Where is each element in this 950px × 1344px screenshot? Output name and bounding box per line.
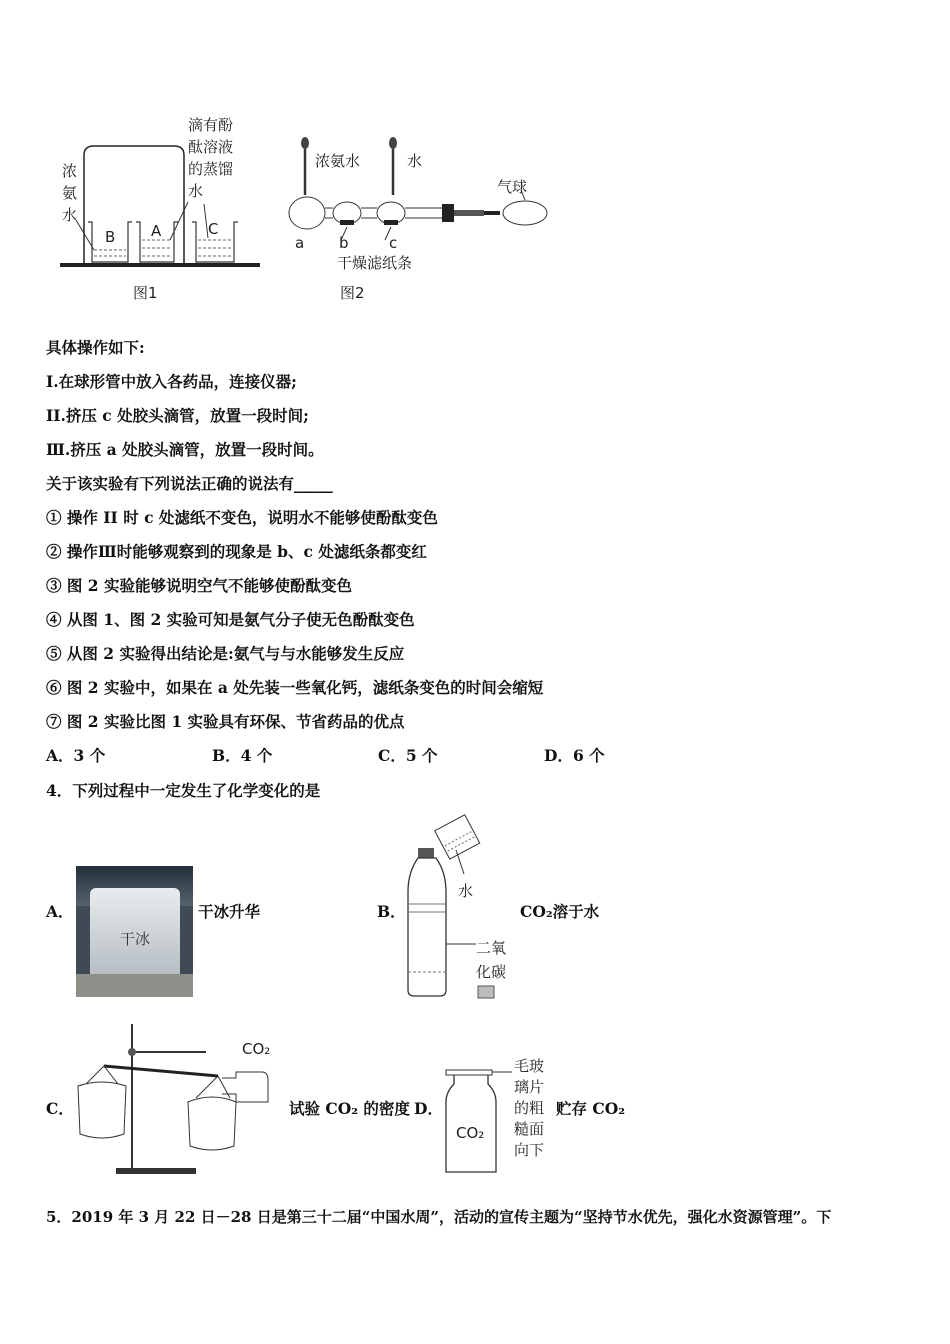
q3-option-a[interactable]: A．3 个	[46, 746, 106, 765]
statement-7: ⑦ 图 2 实验比图 1 实验具有环保、节省药品的优点	[46, 712, 405, 731]
q4-option-d-letter[interactable]: D．	[414, 1099, 443, 1118]
gas-jar-co2-label: CO₂	[456, 1124, 485, 1142]
statement-5: ⑤ 从图 2 实验得出结论是:氨气与与水能够发生反应	[46, 644, 405, 663]
balance-figure	[72, 1022, 286, 1178]
figure-1	[58, 110, 268, 310]
q4-option-b-letter[interactable]: B．	[377, 902, 406, 921]
q4-option-c-letter[interactable]: C．	[46, 1099, 74, 1118]
gas-jar-figure	[440, 1052, 560, 1177]
figure-2-caption: 图2	[340, 284, 365, 302]
phenolphthalein-water-label: 滴有酚 酞溶液 的蒸馏 水	[188, 116, 234, 200]
question-prompt: 关于该实验有下列说法正确的说法有_____	[46, 474, 333, 493]
step-3: Ⅲ.挤压 a 处胶头滴管，放置一段时间。	[46, 440, 324, 459]
figure-1-caption: 图1	[133, 284, 158, 302]
point-b-label: b	[339, 234, 349, 252]
dry-ice-photo-label: 干冰	[120, 930, 151, 948]
beaker-a-label: A	[151, 222, 162, 240]
bottle-figure	[400, 812, 520, 1002]
q4-title: 4．下列过程中一定发生了化学变化的是	[46, 781, 321, 800]
dry-ice-photo	[76, 866, 193, 997]
q4-option-a-text: 干冰升华	[198, 902, 261, 921]
filter-paper-label: 干燥滤纸条	[337, 254, 413, 272]
bottle-co2-label: 二氧 化碳	[476, 939, 507, 981]
dropper-ammonia-label: 浓氨水	[315, 152, 361, 170]
point-a-label: a	[295, 234, 305, 252]
q5-title: 5．2019 年 3 月 22 日－28 日是第三十二届“中国水周”，活动的宣传主题为“坚持节水优先，强化水资源管理”。下	[46, 1208, 832, 1226]
q3-option-b[interactable]: B．4 个	[212, 746, 273, 765]
frosted-glass-note: 毛玻 璃片 的粗 糙面 向下	[514, 1057, 545, 1159]
point-c-label: c	[389, 234, 398, 252]
balloon-label: 气球	[497, 178, 528, 196]
q3-option-d[interactable]: D．6 个	[544, 746, 605, 765]
statement-3: ③ 图 2 实验能够说明空气不能够使酚酞变色	[46, 576, 352, 595]
ammonia-label: 浓 氨 水	[62, 162, 78, 224]
beaker-c-label: C	[208, 220, 219, 238]
statement-4: ④ 从图 1、图 2 实验可知是氨气分子使无色酚酞变色	[46, 610, 415, 629]
statement-6: ⑥ 图 2 实验中，如果在 a 处先装一些氧化钙，滤纸条变色的时间会缩短	[46, 678, 544, 697]
statement-1: ① 操作 II 时 c 处滤纸不变色，说明水不能够使酚酞变色	[46, 508, 438, 527]
q4-option-a-letter[interactable]: A．	[46, 902, 74, 921]
q3-option-c[interactable]: C．5 个	[378, 746, 438, 765]
q4-option-b-text: CO₂溶于水	[520, 902, 600, 921]
bottle-water-label: 水	[458, 882, 474, 900]
step-1: I.在球形管中放入各药品，连接仪器;	[46, 372, 297, 391]
q4-option-c-text: 试验 CO₂ 的密度	[289, 1099, 410, 1118]
dropper-water-label: 水	[407, 152, 423, 170]
beaker-b-label: B	[105, 228, 116, 246]
statement-2: ② 操作Ⅲ时能够观察到的现象是 b、c 处滤纸条都变红	[46, 542, 427, 561]
step-2: II.挤压 c 处胶头滴管，放置一段时间;	[46, 406, 309, 425]
steps-intro: 具体操作如下:	[46, 338, 145, 357]
figure-2	[285, 130, 555, 310]
q4-option-d-text: 贮存 CO₂	[556, 1099, 626, 1118]
balance-co2-label: CO₂	[242, 1040, 271, 1058]
